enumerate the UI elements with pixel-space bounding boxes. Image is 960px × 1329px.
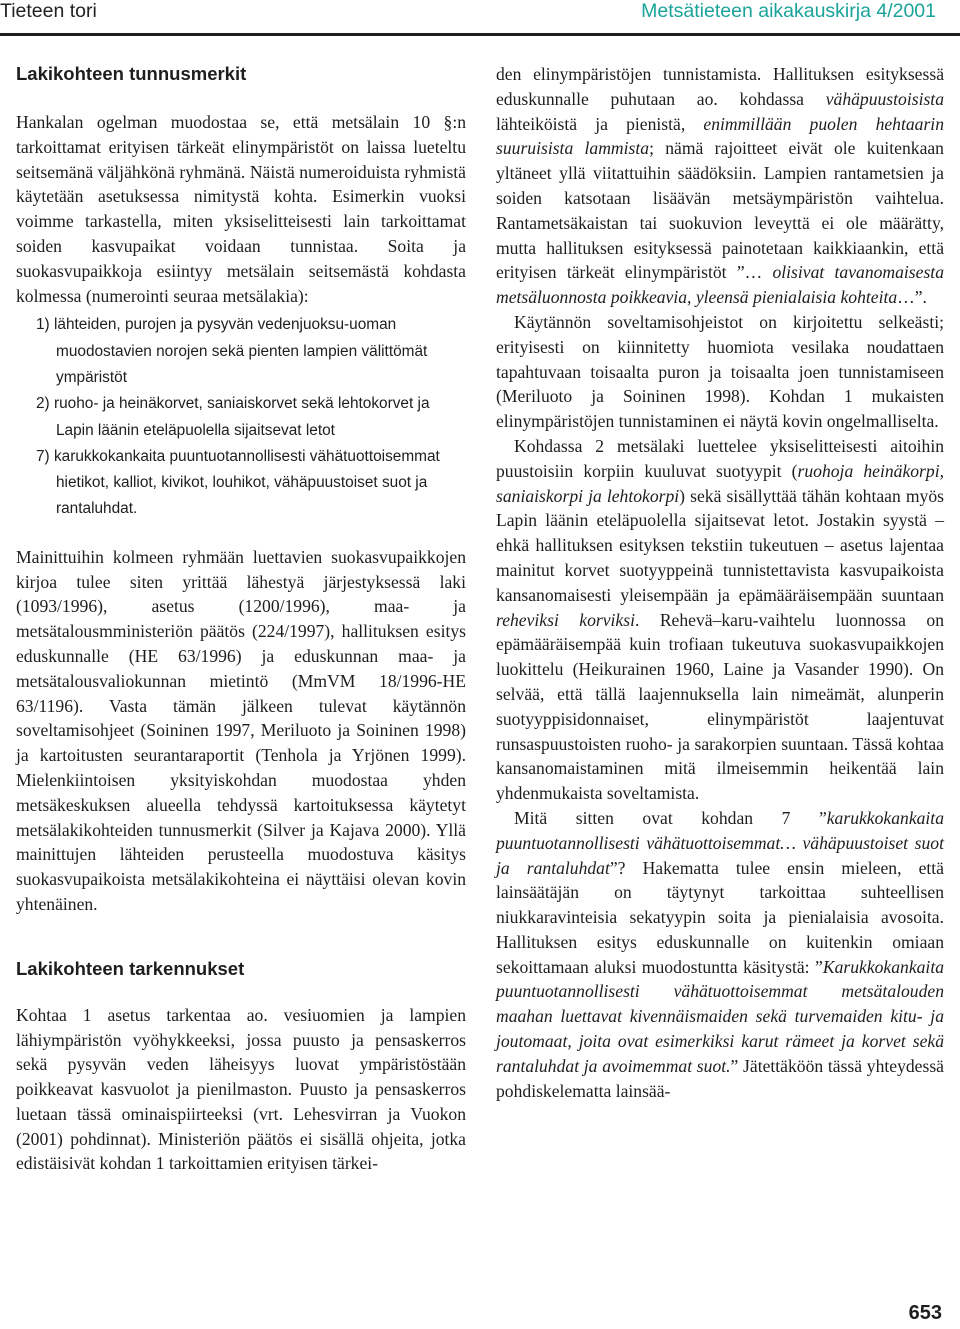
paragraph: Mainittuihin kolmeen ryhmään luettavien suokasvupaikkojen kirjoa tulee siten yrittää lähestyä järjestyksessä laki (1093/1996), asetus (1200/1996), maa- ja metsätalousmministeriön päätös (224/1997), hallituksen esitys eduskunnalle (HE 63/1996) ja eduskunnan maa- ja metsätalousvaliokunnan mietintö (MmVM 18/1996-HE 63/1196). Vasta tämän jälkeen tulevat käytännön soveltamisohjeet (Soininen 1997, Meriluoto ja Soininen 1998) ja kartoitusten seurantaraportit (Tenhola ja Yrjönen 1999). Mielenkiintoisen yksityiskohdan muodostaa yhden metsäkeskuksen alueella tehdyssä kartoituksessa käytetyt metsälakikohteiden tunnusmerkit (Silver ja Kajava 2000). Yllä mainittujen lähteiden perusteella muodostuva käsitys suokasvupaikoista metsälakikohteina ei näyttäisi olevan kovin yhtenäinen. bbox=[16, 546, 466, 914]
text-run: Mitä sitten ovat kohdan 7 ” bbox=[514, 807, 827, 828]
left-column bbox=[16, 62, 466, 1176]
column-gutter bbox=[478, 54, 479, 1286]
list-item: 7) karukkokankaita puuntuotannollisesti vähätuottoisemmat hietikot, kalliot, kivikot, louhikot, vähäpuustoiset suot ja rantaluhdat. bbox=[36, 447, 440, 518]
italic-run: ruohoja heinäkorpi, saniaiskorpi ja lehtokorpi bbox=[496, 460, 944, 506]
text-run: …”. bbox=[897, 287, 927, 308]
text-run: . Rehevä–karu-vaihtelu luonnossa on epämääräisempää kuin trofiaan tukeutuva suokasvupaikkojen luokittelu (Heikurainen 1960, Laine ja Vasander 1990). On selvää, että tällä laajennuksella lain nimeämät, alunperin suotyyppisidonnaiset, elinympäristöt laajentuvat runsaspuustoisten ruoho- ja sarakorpien suuntaan. Tässä kohtaa kansanomaistaminen mitä ilmeisemmin heikentää lain yhdenmukaista soveltamista. bbox=[496, 609, 944, 804]
text-run: ; nämä rajoitteet eivät ole kuitenkaan yltäneet yllä viitattuihin säädöksiin. Lampien rantametsien ja soiden katsotaan lisäävän metsäympäristön vaihtelua. Rantametsäkaistan tai suokuvion leveyttä ei ole määrätty, mutta hallituksen esityksessä painotetaan kaikkiaankin, että erityisen tärkeät elinympäristöt ”… bbox=[496, 138, 944, 283]
italic-run: olisivat tavanomaisesta metsäluonnosta poikkeavia, yleensä pienialaisia kohteita bbox=[496, 262, 944, 308]
text-run: den elinympäristöjen tunnistamista. Hallituksen esityksessä eduskunnalle puhutaan ao. kohdassa bbox=[496, 64, 944, 109]
italic-run: reheviksi korviksi bbox=[496, 609, 635, 630]
italic-run: Karukkokankaita puuntuotannollisesti vähätuottoisemmat metsätalouden maahan luettavat kivennäismaiden sekä turvemaiden kitu- ja joutomaat, joita ovat esimerkiksi karut rämeet ja korvet sekä rantaluhdat ja avoimemmat suot. bbox=[496, 956, 944, 1076]
journal-title: Metsätieteen aikakauskirja 4/2001 bbox=[641, 0, 936, 22]
paragraph: Kohtaa 1 asetus tarkentaa ao. vesiuomien ja lampien lähiympäristön vyöhykkeeksi, jossa puusto ja pensaskerros sekä pysyvän veden läheisyys luovat ympäristöstään poikkeavat kasvuolot ja pienilmaston. Puusto ja pensaskerros luetaan tässä ominaispiirteeksi (vrt. Lehesvirran ja Vuokon (2001) pohdinnat). Ministeriön päätös ei sisällä ohjeita, jotka edistäisivät kohdan 1 tarkoittamien erityisen tärkei- bbox=[16, 1004, 466, 1174]
paragraph: Hankalan ogelman muodostaa se, että metsälain 10 §:n tarkoittamat erityisen tärkeät elinympäristöt on laissa lueteltu seitsemänä väljähkönä ryhmänä. Näistä numeroiduista ryhmistä käytetään asetuksessa nimitystä kohta. Esimerkin vuoksi voimme tarkastella, miten yksiselitteisesti lain tarkoittamat soiden kasvupaikat voidaan tunnistaa. Soita ja suokasvupaikkoja esiintyy metsälain seitsemästä kohdasta kolmessa (numerointi seuraa metsälakia): bbox=[16, 112, 466, 306]
right-column bbox=[496, 62, 944, 1103]
law-clause-list bbox=[16, 312, 466, 522]
section-title: Tieteen tori bbox=[0, 0, 97, 22]
header-rule bbox=[0, 33, 960, 36]
list-item: 2) ruoho- ja heinäkorvet, saniaiskorvet sekä lehtokorvet ja Lapin läänin eteläpuolella sijaitsevat letot bbox=[36, 395, 430, 439]
paragraph bbox=[496, 62, 944, 310]
page-header bbox=[0, 0, 960, 40]
list-item: 1) lähteiden, purojen ja pysyvän vedenjuoksu-uoman muodostavien norojen sekä pienten lampien välittömät ympäristöt bbox=[36, 316, 428, 386]
text-run: ”? Hakemattа tulee ensin mieleen, että lainsäätäjän on täytynyt tarkoittaa suhteellisen niukkaravinteisia sekatyypin soita ja pienialaisia avosoita. Hallituksen esitys eduskunnalle on kuitenkin omiaan sekoittamaan aluksi muodostuntta käsitystä: ” bbox=[496, 857, 944, 977]
section-heading-tunnusmerkit: Lakikohteen tunnusmerkit bbox=[16, 63, 247, 84]
page-number: 653 bbox=[908, 1302, 942, 1324]
text-run: ” Jätettäköön tässä yhteydessä pohdiskelematta lainsää- bbox=[496, 1055, 944, 1101]
text-run: ) sekä sisällyttää tähän kohtaan myös Lapin läänin eteläpuolella sijaitsevat letot. Jostakin syystä – ehkä hallituksen esityksen tekstiin tukeutuen – asetus lajentaa mainitut korvet suotyyppeinä tunnistettavista kasvupaikoista kansanomaisesti yleisempään ja epämääräisempään suuntaan bbox=[496, 485, 944, 605]
text-run: lähteiköistä ja pienistä, bbox=[496, 113, 704, 134]
section-heading-tarkennukset: Lakikohteen tarkennukset bbox=[16, 957, 245, 979]
paragraph: Käytännön soveltamisohjeistot on kirjoitettu selkeästi; erityisesti on kiinnitetty huomiota vesilaka noudattaen tapahtuvaan toisaalta puron ja toisaalta joen tunnistamiseen (Meriluoto ja Soininen 1998). Kohdan 1 mukaisten elinympäristöjen tunnistaminen ei näytä kovin ongelmalliselta. bbox=[496, 311, 944, 432]
paragraph bbox=[496, 434, 944, 806]
italic-run: vähäpuustoisista bbox=[825, 88, 944, 109]
text-run: Kohdassa 2 metsälaki luettelee yksiselitteisesti aitoihin puustoisiin korpiin kuuluvat suotyypit ( bbox=[496, 435, 944, 481]
paragraph bbox=[496, 806, 944, 1104]
italic-run: enimmillään puolen hehtaarin suuruisista lammista bbox=[496, 113, 944, 159]
italic-run: karukkokankaita puuntuotannollisesti vähätuottoisemmat… vähäpuustoiset suot ja rantaluhdat bbox=[496, 807, 944, 878]
